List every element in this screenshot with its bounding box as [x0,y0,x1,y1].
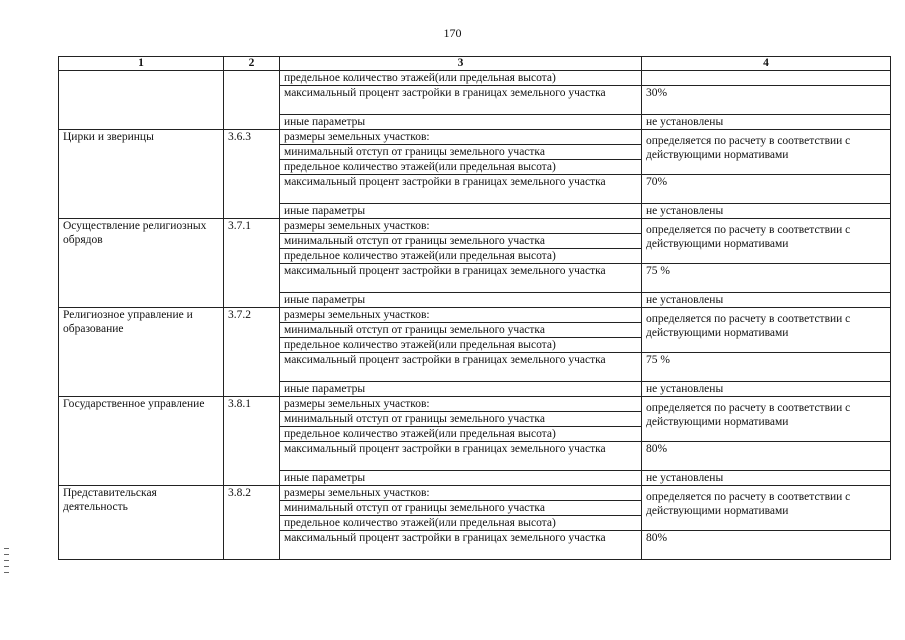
param-cell: максимальный процент застройки в границах земельного участка [280,531,642,560]
header-col-3: 3 [280,57,642,71]
param-cell: размеры земельных участков: [280,486,642,501]
percent-cell: 30% [642,86,891,115]
param-cell: предельное количество этажей(или предельная высота) [280,71,642,86]
calc-note-cell: определяется по расчету в соответствии с действующими нормативами [642,486,891,531]
param-cell: предельное количество этажей(или предельная высота) [280,160,642,175]
param-cell: иные параметры [280,115,642,130]
percent-cell: 75 % [642,264,891,293]
param-cell: иные параметры [280,471,642,486]
use-name-cell: Осуществление религиозных обрядов [59,219,224,308]
header-col-1: 1 [59,57,224,71]
other-cell: не установлены [642,204,891,219]
param-cell: предельное количество этажей(или предельная высота) [280,249,642,264]
param-cell: минимальный отступ от границы земельного участка [280,501,642,516]
param-cell: размеры земельных участков: [280,308,642,323]
param-cell: максимальный процент застройки в границах земельного участка [280,442,642,471]
param-cell: максимальный процент застройки в границах земельного участка [280,264,642,293]
use-code-cell [224,71,280,130]
param-cell: минимальный отступ от границы земельного участка [280,234,642,249]
other-cell: не установлены [642,115,891,130]
percent-cell: 75 % [642,353,891,382]
use-code-cell: 3.8.1 [224,397,280,486]
param-cell: максимальный процент застройки в границах земельного участка [280,353,642,382]
table-body [59,71,891,560]
param-cell: минимальный отступ от границы земельного участка [280,323,642,338]
page-number: 170 [443,26,462,40]
regulations-table [58,56,891,560]
header-col-2: 2 [224,57,280,71]
param-cell: максимальный процент застройки в границах земельного участка [280,175,642,204]
param-cell: предельное количество этажей(или предельная высота) [280,427,642,442]
margin-marks [4,548,10,584]
use-code-cell: 3.8.2 [224,486,280,560]
other-cell: не установлены [642,293,891,308]
header-col-4: 4 [642,57,891,71]
param-cell: иные параметры [280,293,642,308]
use-name-cell: Цирки и зверинцы [59,130,224,219]
header-row [59,57,891,71]
use-name-cell: Религиозное управление и образование [59,308,224,397]
use-code-cell: 3.6.3 [224,130,280,219]
table-row [59,486,891,501]
use-code-cell: 3.7.2 [224,308,280,397]
use-name-cell: Представительская деятельность [59,486,224,560]
param-cell: предельное количество этажей(или предельная высота) [280,338,642,353]
table-row [59,397,891,412]
calc-note-cell: определяется по расчету в соответствии с действующими нормативами [642,130,891,175]
calc-note-cell: определяется по расчету в соответствии с действующими нормативами [642,219,891,264]
table-row [59,308,891,323]
other-cell: не установлены [642,471,891,486]
calc-note-cell: определяется по расчету в соответствии с действующими нормативами [642,308,891,353]
param-cell: размеры земельных участков: [280,130,642,145]
use-code-cell: 3.7.1 [224,219,280,308]
table-row [59,71,891,86]
percent-cell: 80% [642,531,891,560]
param-cell: размеры земельных участков: [280,397,642,412]
other-cell: не установлены [642,382,891,397]
param-cell: минимальный отступ от границы земельного участка [280,412,642,427]
param-cell: максимальный процент застройки в границах земельного участка [280,86,642,115]
param-cell: размеры земельных участков: [280,219,642,234]
use-name-cell: Государственное управление [59,397,224,486]
use-name-cell [59,71,224,130]
table-row [59,219,891,234]
param-cell: иные параметры [280,204,642,219]
param-cell: иные параметры [280,382,642,397]
calc-note-cell: определяется по расчету в соответствии с действующими нормативами [642,397,891,442]
value-cell [642,71,891,86]
percent-cell: 70% [642,175,891,204]
param-cell: минимальный отступ от границы земельного участка [280,145,642,160]
percent-cell: 80% [642,442,891,471]
param-cell: предельное количество этажей(или предельная высота) [280,516,642,531]
table-row [59,130,891,145]
